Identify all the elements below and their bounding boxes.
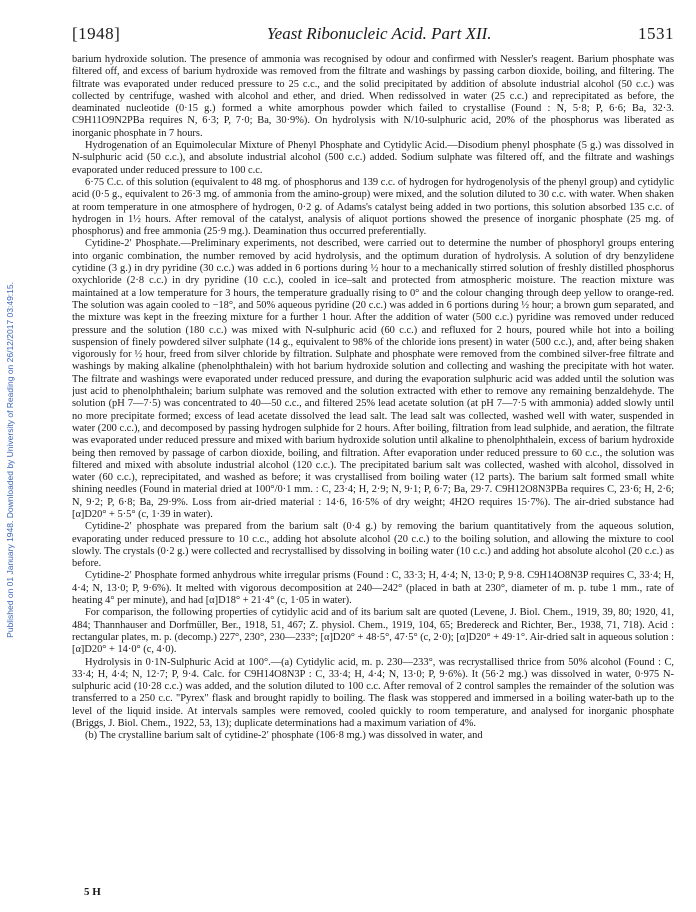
paragraph: Cytidine-2′ phosphate was prepared from the barium salt (0·4 g.) by removing the barium quantitatively from the aqueous solution, evaporating under reduced pressure to 10 c.c., adding hot absolute alcohol (20 c.c.) to the boiling solution, and allowing the mixture to cool slowly. The crystals (0·2 g.) were collected and recrystallised by dissolving in boiling water (10 c.c.) and adding hot absolute alcohol (20 c.c.) as before. [72,521,674,570]
article-body [72,54,674,743]
paragraph: Hydrogenation of an Equimolecular Mixture of Phenyl Phosphate and Cytidylic Acid.—Disodium phenyl phosphate (5 g.) was dissolved in N-sulphuric acid (50 c.c.), and absolute industrial alcohol (500 c.c.) added. Sodium sulphate was filtered off, and the filtrate and washings evaporated under reduced pressure to 100 c.c. [72,140,674,176]
journal-page [72,24,674,904]
paragraph: 6·75 C.c. of this solution (equivalent to 48 mg. of phosphorus and 139 c.c. of hydrogen for hydrogenolysis of the phenyl group) and cytidylic acid (0·5 g., equivalent to 26·3 mg. of ammonia from the amino-group) were mixed, and the solution diluted to 30 c.c. with water. When shaken at room temperature in one atmosphere of hydrogen, 0·2 g. of Adams's catalyst being added in two portions, this solution absorbed 135 c.c. of hydrogen in 1½ hours. After removal of the catalyst, analysis of aliquot portions showed the presence of inorganic phosphate (25 mg. of phosphorus) and free ammonia (25·9 mg.). Deamination thus occurred preferentially. [72,176,674,238]
running-header [72,24,674,44]
header-title: Yeast Ribonucleic Acid. Part XII. [266,24,492,43]
download-watermark [2,160,18,760]
paragraph: (b) The crystalline barium salt of cytidine-2′ phosphate (106·8 mg.) was dissolved in water, and [85,730,483,742]
paragraph: Cytidine-2′ Phosphate.—Preliminary experiments, not described, were carried out to determine the number of phosphoryl groups entering into organic combination, the number removed by acid hydrolysis, and the optimum duration of hydrolysis. A solution of dry benzylidene cytidine (3 g.) in dry pyridine (30 c.c.) was added in 6 portions during ½ hour to a mechanically stirred solution of freshly distilled phosphorus oxychloride (2·8 c.c.) in dry pyridine (10 c.c.), cooled in ice–salt and protected from atmospheric moisture. The reaction mixture was maintained at a low temperature for 3 hours, the temperature gradually rising to 0° and the colour changing through deep yellow to orange-red. The solution was again cooled to −18°, and 50% aqueous pyridine (20 c.c.) was added in 6 portions during ½ hour; a brown gum separated, and the mixture was kept in the freezing mixture for a further 1 hour. After the addition of water (500 c.c.) pyridine was removed under reduced pressure and the solution (180 c.c.) was mixed with N-sulphuric acid (60 c.c.) and refluxed for 2 hours, poured while hot into a boiling suspension of finely powdered silver sulphate (14 g., equivalent to 98% of the chloride ions present) in water (500 c.c.), and, after being shaken vigorously for ½ hour, freed from silver chloride by filtration. Sulphate and phosphate were removed from the combined silver-free filtrate and washings by making alkaline (phenolphthalein) with hot barium hydroxide solution and collecting and washing the precipitate with hot water. The filtrate and washings were evaporated under reduced pressure, and during the evaporation sulphuric acid was added until the solution was just acid to phenolphthalein; barium sulphate was removed and the solution extracted with ether to remove any remaining benzaldehyde. The solution (pH 7—7·5) was concentrated to 40—50 c.c., and filtered 25% lead acetate solution (at pH 7—7·5 with ammonia) added slowly until no more precipitate formed; excess of lead acetate dissolved the lead salt. The lead salt was collected, washed well with water, suspended in water (200 c.c.), and decomposed by passing hydrogen sulphide for 2 hours. After boiling, filtration from lead sulphide, and aeration, the filtrate was evaporated under reduced pressure and mixed with barium hydroxide solution until alkaline to phenolphthalein, excess of barium hydroxide being then removed by passage of carbon dioxide, boiling, and filtration. After evaporation under reduced pressure to 60 c.c., the solution was filtered and mixed with absolute industrial alcohol (120 c.c.). The precipitated barium salt was collected, washed with alcohol, dissolved in water (60 c.c.), reprecipitated, and washed as before; it was crystallised from boiling water (12 parts). The barium salt formed small white shining needles (Found in material dried at 100°/0·1 mm. : C, 23·4; H, 2·9; N, 9·1; P, 6·7; Ba, 29·7. C9H12O8N3PBa requires C, 23·6; H, 2·6; N, 9·2; P, 6·8; Ba, 29·9%. Loss from air-dried material : 14·6, 16·5% of dry weight; 4H2O requires 15·7%). The air-dried substance had [α]D20° + 5·5° (c, 1·39 in water). [72,238,674,520]
header-year: [1948] [72,24,121,43]
header-page-number: 1531 [637,24,674,43]
download-notice: Published on 01 January 1948. Downloaded by University of Reading on 26/12/2017 03:49:15. [5,282,15,638]
paragraph: Hydrolysis in 0·1N-Sulphuric Acid at 100°.—(a) Cytidylic acid, m. p. 230—233°, was recrystallised thrice from 50% alcohol (Found : C, 33·4; H, 4·4; N, 12·7; P, 9·4. Calc. for C9H14O8N3P : C, 33·4; H, 4·4; N, 13·0; P, 9·6%). It (56·2 mg.) was dissolved in water, 0·975 N-sulphuric acid (10·28 c.c.) was added, and the solution diluted to 100 c.c. After removal of 2 control samples the remainder of the solution was transferred to a 250 c.c. "Pyrex" flask and brought rapidly to boiling. The flask was stoppered and immersed in a boiling water-bath up to the level of the liquid inside. At intervals samples were removed, cooled quickly to room temperature, and analysed for inorganic phosphate (Briggs, J. Biol. Chem., 1922, 53, 13); duplicate determinations had a maximum variation of 4%. [72,656,674,730]
paragraph: For comparison, the following properties of cytidylic acid and of its barium salt are quoted (Levene, J. Biol. Chem., 1919, 39, 80; 1920, 41, 484; Thannhauser and Dorfmüller, Ber., 1918, 51, 467; Z. physiol. Chem., 1919, 104, 65; Bredereck and Richter, Ber., 1938, 71, 718). Acid : rectangular plates, m. p. (decomp.) 227°, 230°, 230—233°; [α]D20° + 48·5°, 47·5° (c, 2·0); [α]D20° + 49·1°. Air-dried salt in aqueous solution : [α]D20° + 14·0° (c, 4·0). [72,607,674,656]
paragraph: barium hydroxide solution. The presence of ammonia was recognised by odour and confirmed with Nessler's reagent. Barium phosphate was filtered off, and excess of barium hydroxide was removed from the filtrate and washings by passing carbon dioxide, boiling, and filtering. The filtrate was evaporated under reduced pressure to 25 c.c., and the solid precipitated by addition of absolute industrial alcohol (50 c.c.) was collected by centrifuge, washed with alcohol and ether, and dried. When redissolved in water (25 c.c.) and reprecipitated as before, the deaminated nucleotide (0·15 g.) formed a white amorphous powder which failed to crystallise (Found : N, 5·8; P, 6·6; Ba, 32·3. C9H11O9N2PBa requires N, 6·3; P, 7·0; Ba, 30·9%). On hydrolysis with N/10-sulphuric acid, 20% of the phosphorus was liberated as inorganic phosphate in 7 hours. [72,54,674,139]
signature-mark: 5 H [84,886,101,898]
paragraph: Cytidine-2′ Phosphate formed anhydrous white irregular prisms (Found : C, 33·3; H, 4·4; N, 13·0; P, 9·8. C9H14O8N3P requires C, 33·4; H, 4·4; N, 13·0; P, 9·6%). It melted with vigorous decomposition at 240—242° (placed in bath at 230°, diameter of m. p. tube 1 mm., rate of heating 4° per minute), and had [α]D18° + 21·4° (c, 1·05 in water). [72,570,674,607]
